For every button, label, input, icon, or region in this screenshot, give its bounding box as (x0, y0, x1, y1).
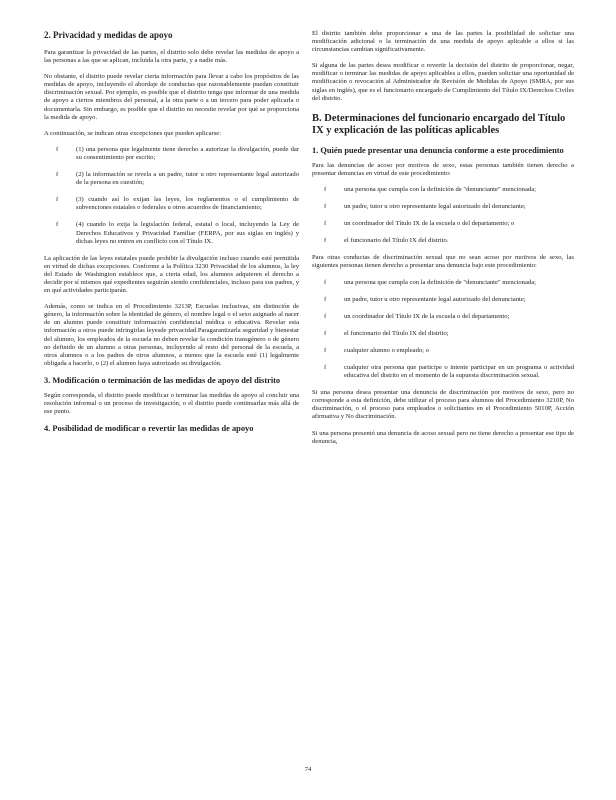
paragraph: Además, como se indica en el Procedimiento 3213P, Escuelas inclusivas, sin distinción de género, la información sobre la identidad de género, el nombre legal o el sexo asignado al nacer de un alumno puede constituir información confidencial médica o educativa. Revelar esta información a otros puede infringirlas leyesde privacidad.Paragarantizarla seguridad y bienestar del alumno, los empleados de la escuela no deben revelar la condición transgénero o de género no definido de un alumno a otras personas, incluyendo al resto del personal de la escuela, a otros alumnos o a los padres de otros alumnos, a menos que la escuela esté (1) legalmente obligada a hacerlo, o (2) el alumno haya autorizado su divulgación. (44, 303, 299, 367)
bullet-icon: f (56, 221, 59, 229)
list-item: f el funcionario del Título IX del distrito; (324, 329, 449, 337)
list-item: f una persona que cumpla con la definición de "denunciante" mencionada; (324, 185, 536, 193)
bullet-icon: f (324, 295, 327, 303)
paragraph: Si alguna de las partes desea modificar o revertir la decisión del distrito de proporcionar, negar, modificar o terminar las medidas de apoyo aplicables a ellos, pueden solicitar una oportunidad de modificación o revocación al Administrador de Revisión de Medidas de Apoyo (SMRA, por sus siglas en inglés), que es el funcionario encargado de Cumplimiento del Título IX/Derechos Civiles del distrito. (312, 62, 574, 102)
bullet-icon: f (324, 312, 327, 320)
paragraph: A continuación, se indican otras excepciones que pueden aplicarse: (44, 129, 222, 137)
paragraph: Según corresponda, el distrito puede modificar o terminar las medidas de apoyo al concluir una resolución informal o un proceso de investigación, o el distrito puede continuarlas más allá de ese punto. (44, 391, 299, 416)
list-item: f (3) cuando así lo exijan las leyes, los reglamentos o el cumplimiento de subvenciones estatales o federales u otros acuerdos de financiamiento; (56, 196, 299, 212)
list-item: f (2) la información se revela a un padre, tutor u otro representante legal autorizado de la persona en cuestión; (56, 171, 299, 187)
complainant-list-other (312, 279, 574, 381)
list-item: f un coordinador del Título IX de la escuela o del departamento; (324, 312, 510, 320)
bullet-icon: f (324, 329, 327, 337)
paragraph: Para las denuncias de acoso por motivos de sexo, estas personas también tienen derecho a presentar denuncias en virtud de este procedimiento: (312, 161, 574, 177)
left-column (44, 30, 299, 440)
bullet-icon: f (324, 346, 327, 354)
bullet-icon: f (324, 203, 327, 211)
page-number: 74 (304, 766, 312, 773)
list-item: f un padre, tutor u otro representante legal autorizado del denunciante; (324, 203, 526, 211)
right-column (312, 30, 574, 454)
bullet-icon: f (56, 196, 59, 204)
bullet-icon: f (56, 171, 59, 179)
bullet-icon: f (324, 237, 327, 245)
paragraph: Para garantizar la privacidad de las partes, el distrito solo debe revelar las medidas de apoyo a las personas a las que se aplican, incluida la otra parte, y a nadie más. (44, 49, 299, 65)
heading-modification: 3. Modificación o terminación de las medidas de apoyo del distrito (44, 375, 281, 385)
paragraph: Si una persona desea presentar una denuncia de discriminación por motivos de sexo, pero no corresponde a esta definición, debe utilizar el proceso para alumnos del Procedimiento 3210P, No discriminación, o el proceso para empleados o solicitantes en el Procedimiento 5010P, Acción afirmativa y No discriminación. (312, 389, 574, 421)
paragraph: Si una persona presentó una denuncia de acoso sexual pero no tiene derecho a presentar ese tipo de denuncia, (312, 429, 574, 445)
bullet-icon: f (56, 145, 59, 153)
list-item: f cualquier otra persona que participe o intente participar en un programa o actividad educativa del distrito en el momento de la supuesta discriminación sexual. (324, 363, 574, 380)
heading-privacy: 2. Privacidad y medidas de apoyo (44, 30, 173, 40)
list-item: f (4) cuando lo exija la legislación federal, estatal o local, incluyendo la Ley de Derechos Educativos y Privacidad Familiar (FERPA, por sus siglas en inglés) y dichas leyes no entren en conflicto con el Título IX. (56, 221, 299, 245)
list-item: f un padre, tutor u otro representante legal autorizado del denunciante; (324, 295, 526, 303)
paragraph: Para otras conductas de discriminación sexual que no sean acoso por motivos de sexo, las siguientes personas tienen derecho a presentar una denuncia bajo este procedimiento: (312, 254, 574, 270)
exceptions-list (44, 146, 299, 246)
heading-who-can-file: 1. Quién puede presentar una denuncia conforme a este procedimiento (312, 145, 564, 155)
heading-revert: 4. Posibilidad de modificar o revertir las medidas de apoyo (44, 424, 254, 434)
list-item: f una persona que cumpla con la definición de "denunciante" mencionada; (324, 278, 536, 286)
heading-section-b: B. Determinaciones del funcionario encargado del Título IX y explicación de las políticas aplicables (312, 112, 566, 137)
paragraph: La aplicación de las leyes estatales puede prohibir la divulgación incluso cuando esté permitida en virtud de dichas excepciones. Conforme a la Política 3230 Privacidad de los alumnos, la ley del Estado de Washington establece que, a cierta edad, los alumnos adquieren el derecho a decidir por sí mismos qué expedientes seguirán siendo confidenciales, incluso para sus padres, y en qué actividades participarán. (44, 254, 299, 295)
list-item: f (1) una persona que legalmente tiene derecho a autorizar la divulgación, puede dar su consentimiento por escrito; (56, 145, 299, 161)
bullet-icon: f (324, 185, 327, 193)
bullet-icon: f (324, 220, 327, 228)
paragraph: El distrito también debe proporcionar a una de las partes la posibilidad de solicitar una modificación adicional o la terminación de una medida de apoyo aplicable a ellos si las circunstancias cambian significativamente. (312, 30, 574, 54)
bullet-icon: f (324, 278, 327, 286)
complainant-list-harassment (312, 186, 574, 245)
paragraph: No obstante, el distrito puede revelar cierta información para llevar a cabo los propósitos de las medidas de apoyo, incluyendo el abordaje de conductas que razonablemente puedan constituir discriminación sexual. Por ejemplo, es posible que el distrito tenga que informar de una medida de apoyo a ciertos miembros del personal, a la otra parte o a un tercero para poder aplicarla o documentarla. Sin embargo, es posible que el distrito no necesite revelar por qué se proporciona la medida de apoyo. (44, 73, 299, 121)
list-item: f el funcionario del Título IX del distrito. (324, 237, 449, 245)
list-item: f cualquier alumno o empleado; o (324, 346, 429, 354)
list-item: f un coordinador del Título IX de la escuela o del departamento; o (324, 220, 515, 228)
bullet-icon: f (324, 363, 327, 371)
